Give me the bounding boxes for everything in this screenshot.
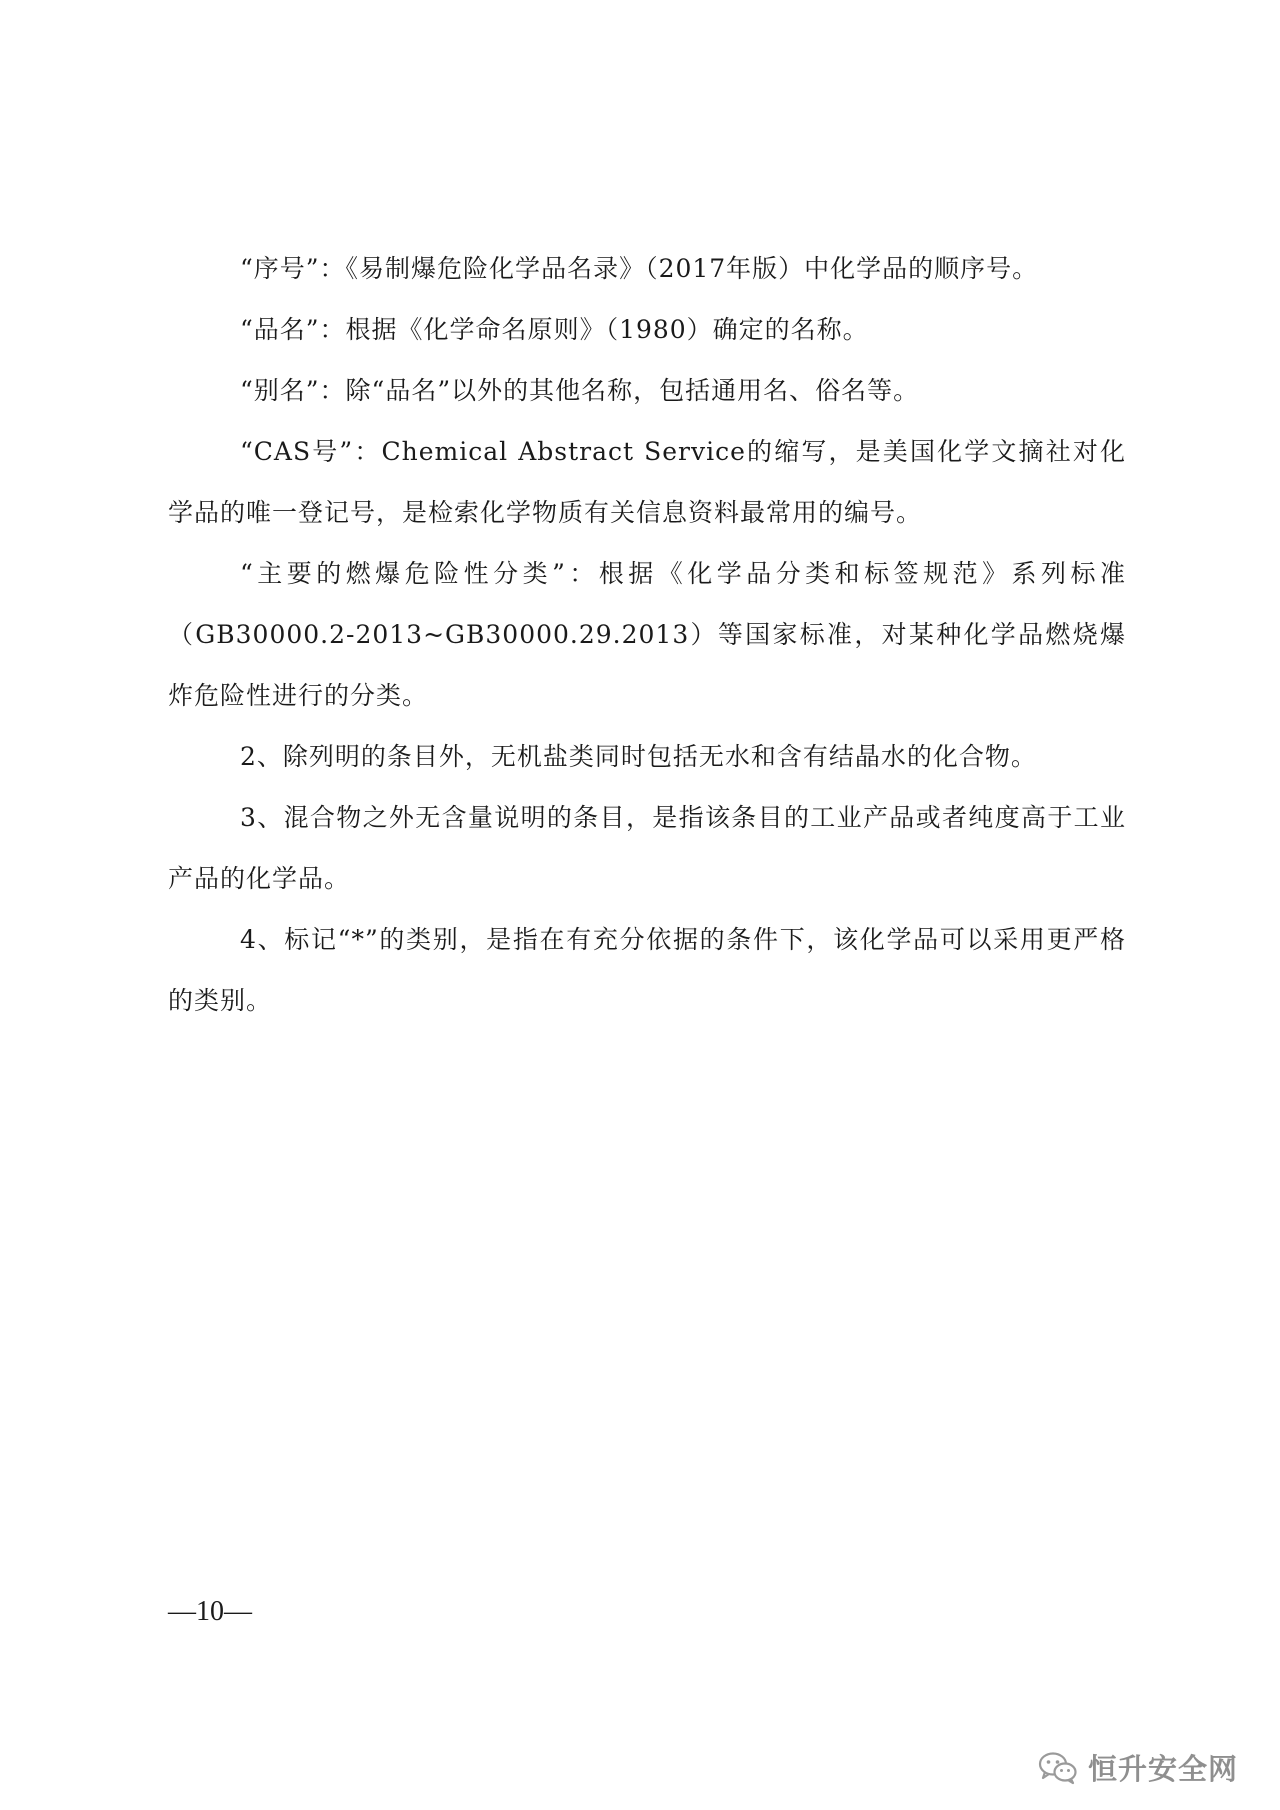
paragraph-alias: “别名”：除“品名”以外的其他名称，包括通用名、俗名等。 xyxy=(240,376,920,405)
body-text xyxy=(168,238,1126,1031)
paragraph-cas-number: “CAS号”：Chemical Abstract Service的缩写，是美国化学文摘社对化学品的唯一登记号，是检索化学物质有关信息资料最常用的编号。 xyxy=(168,437,1126,527)
watermark xyxy=(1038,1747,1238,1788)
paragraph-hazard-classification: “主要的燃爆危险性分类”：根据《化学品分类和标签规范》系列标准（GB30000.2-2013~GB30000.29.2013）等国家标准，对某种化学品燃烧爆炸危险性进行的分类。 xyxy=(168,559,1126,710)
paragraph-product-name: “品名”：根据《化学命名原则》（1980）确定的名称。 xyxy=(240,315,869,344)
watermark-text: 恒升安全网 xyxy=(1087,1752,1238,1786)
paragraph-serial-number: “序号”：《易制爆危险化学品名录》（2017年版）中化学品的顺序号。 xyxy=(240,254,1039,283)
paragraph-note-2: 2、除列明的条目外，无机盐类同时包括无水和含有结晶水的化合物。 xyxy=(240,742,1037,771)
wechat-icon xyxy=(1038,1751,1078,1785)
paragraph-note-3: 3、混合物之外无含量说明的条目，是指该条目的工业产品或者纯度高于工业产品的化学品。 xyxy=(168,803,1126,893)
page-number: —10— xyxy=(168,1596,252,1627)
paragraph-note-4: 4、标记“*”的类别，是指在有充分依据的条件下，该化学品可以采用更严格的类别。 xyxy=(168,925,1126,1015)
